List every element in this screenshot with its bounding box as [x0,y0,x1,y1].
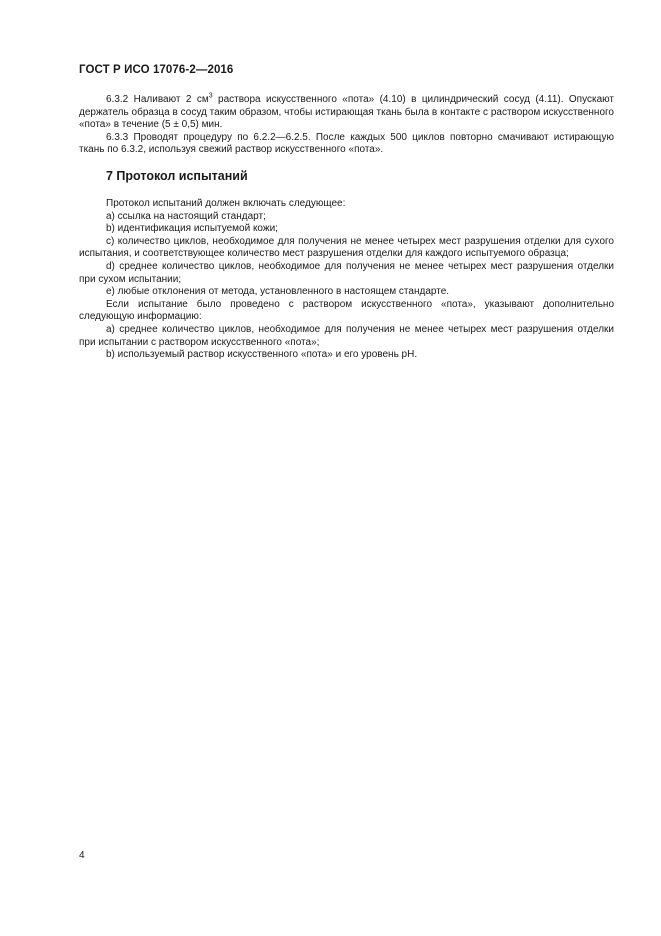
section-7-title: 7 Протокол испытаний [106,168,248,183]
list-item-d: d) среднее количество циклов, необходимое для получения не менее четырех мест разрушения отделки при сухом испытании; [79,260,614,285]
sweat-intro: Если испытание было проведено с раствором искусственного «пота», указывают дополнительно следующую информацию: [79,298,614,323]
sweat-list-item-b: b) используемый раствор искусственного «пота» и его уровень pH. [106,349,418,361]
paragraph-6-3-2-text: 6.3.2 Наливают 2 см [106,94,209,105]
list-item-a: a) ссылка на настоящий стандарт; [106,210,266,222]
paragraph-6-3-3: 6.3.3 Проводят процедуру по 6.2.2—6.2.5. После каждых 500 циклов повторно смачивают истирающую ткань по 6.3.2, используя свежий раствор искусственного «пота». [79,131,614,156]
document-body [79,94,614,362]
list-item-c: c) количество циклов, необходимое для получения не менее четырех мест разрушения отделки для сухого испытания, и соответствующее количество мест разрушения отделки для каждого испытуемого образца; [79,235,614,260]
document-header: ГОСТ Р ИСО 17076-2—2016 [79,64,234,76]
paragraph-6-3-2 [79,94,614,132]
paragraph-6-3-2-text-rest: раствора искусственного «пота» (4.10) в цилиндрический сосуд (4.11). Опускают держатель образца в сосуд таким образом, чтобы истирающая ткань была в контакте с раствором искусственного «пота» в течение (5 ± 0,5) мин. [79,94,615,131]
section-7-intro: Протокол испытаний должен включать следующее: [106,197,346,209]
list-item-b: b) идентификация испытуемой кожи; [106,223,278,235]
superscript-cubic: 3 [208,92,213,100]
list-item-e: e) любые отклонения от метода, установленного в настоящем стандарте. [106,286,450,298]
sweat-list-item-a: a) среднее количество циклов, необходимое для получения не менее четырех мест разрушения отделки при испытании с раствором искусственного «пота»; [79,323,614,348]
page-number: 4 [79,850,85,861]
